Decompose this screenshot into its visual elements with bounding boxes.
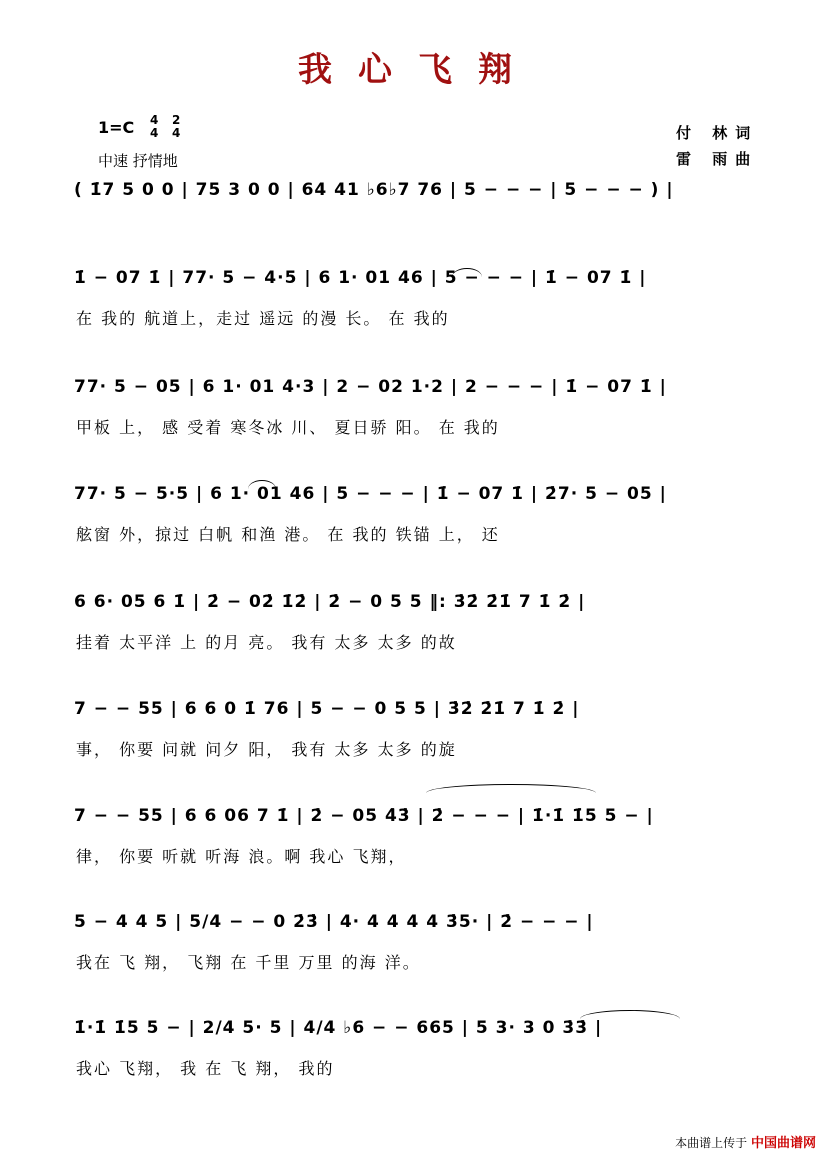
composer-credit: 雷 雨曲 <box>676 150 759 168</box>
key-signature: 1=C <box>98 118 135 137</box>
lyrics-line: 挂着 太平洋 上 的月 亮。 我有 太多 太多 的故 <box>76 633 457 652</box>
footer-text: 本曲谱上传于 <box>675 1136 748 1150</box>
meter-2-4 <box>172 114 180 140</box>
notation-line: 1̇ − 07 1̇ | 77· 5 − 4·5 | 6 1· 01 46 | 5 − − − | 1̇ − 07 1̇ | <box>74 268 647 288</box>
lyrics-line: 舷窗 外，掠过 白帆 和渔 港。 在 我的 铁锚 上， 还 <box>76 525 500 544</box>
slur <box>426 784 596 793</box>
lyrics-line: 律， 你要 听就 听海 浪。啊 我心 飞翔， <box>76 847 407 866</box>
meter-top: 4 <box>150 113 159 127</box>
lyrics-line: 我心 飞翔， 我 在 飞 翔， 我的 <box>76 1059 335 1078</box>
lyricist-credit: 付 林词 <box>676 124 759 142</box>
lyrics-line: 事， 你要 问就 问夕 阳， 我有 太多 太多 的旋 <box>76 740 457 759</box>
meter-bottom: 4 <box>172 126 181 140</box>
notation-line: 7 − − 55 | 6 6 0 1̇ 76 | 5 − − 0 5 5 | 3̇2̇ 2̇1̇ 7 1̇ 2̇ | <box>74 699 580 719</box>
notation-line: ( 1̇7 5 0 0 | 75 3 0 0 | 64 41 ♭6♭7 76 | 5 − − − | 5 − − − ) | <box>74 180 674 200</box>
notation-line: 6 6· 05 6 1̇ | 2̇ − 02̇ 1̇2̇ | 2̇ − 0 5 5 ‖: 3̇2̇ 2̇1̇ 7 1̇ 2̇ | <box>74 592 586 612</box>
tempo-marking: 中速 抒情地 <box>98 152 178 170</box>
slur <box>580 1010 680 1019</box>
notation-line: 1̇·1̇ 1̇5 5 − | 2/4 5· 5 | 4/4 ♭6 − − 665 | 5 3· 3 0 3̇3̇ | <box>74 1018 603 1038</box>
notation-line: 77· 5 − 05 | 6 1· 01 4·3 | 2 − 02 1·2 | 2 − − − | 1̇ − 07 1̇ | <box>74 377 667 397</box>
page-title: 我心飞翔 <box>298 50 538 90</box>
slur <box>248 480 276 489</box>
lyrics-line: 在 我的 航道上，走过 遥远 的漫 长。 在 我的 <box>76 309 450 328</box>
notation-line: 5 − 4 4 5 | 5/4 − − 0 2̇3̇ | 4· 4 4 4 4 3̇5· | 2̇ − − − | <box>74 912 594 932</box>
notation-line: 7 − − 55 | 6 6 06 7 1̇ | 2̇ − 05 4̇3̇ | 2̇ − − − | 1̇·1̇ 1̇5 5 − | <box>74 806 654 826</box>
lyrics-line: 我在 飞 翔， 飞翔 在 千里 万里 的海 洋。 <box>76 953 421 972</box>
meter-top: 2 <box>172 113 181 127</box>
site-logo: 中国曲谱网 <box>750 1136 816 1151</box>
footer <box>675 1132 816 1151</box>
notation-line: 77· 5 − 5·5 | 6 1· 01 46 | 5 − − − | 1̇ − 07 1̇ | 2̇7· 5 − 05 | <box>74 484 667 504</box>
meter-bottom: 4 <box>150 126 159 140</box>
lyrics-line: 甲板 上， 感 受着 寒冬冰 川、 夏日骄 阳。 在 我的 <box>76 418 500 437</box>
meter-4-4 <box>150 114 158 140</box>
